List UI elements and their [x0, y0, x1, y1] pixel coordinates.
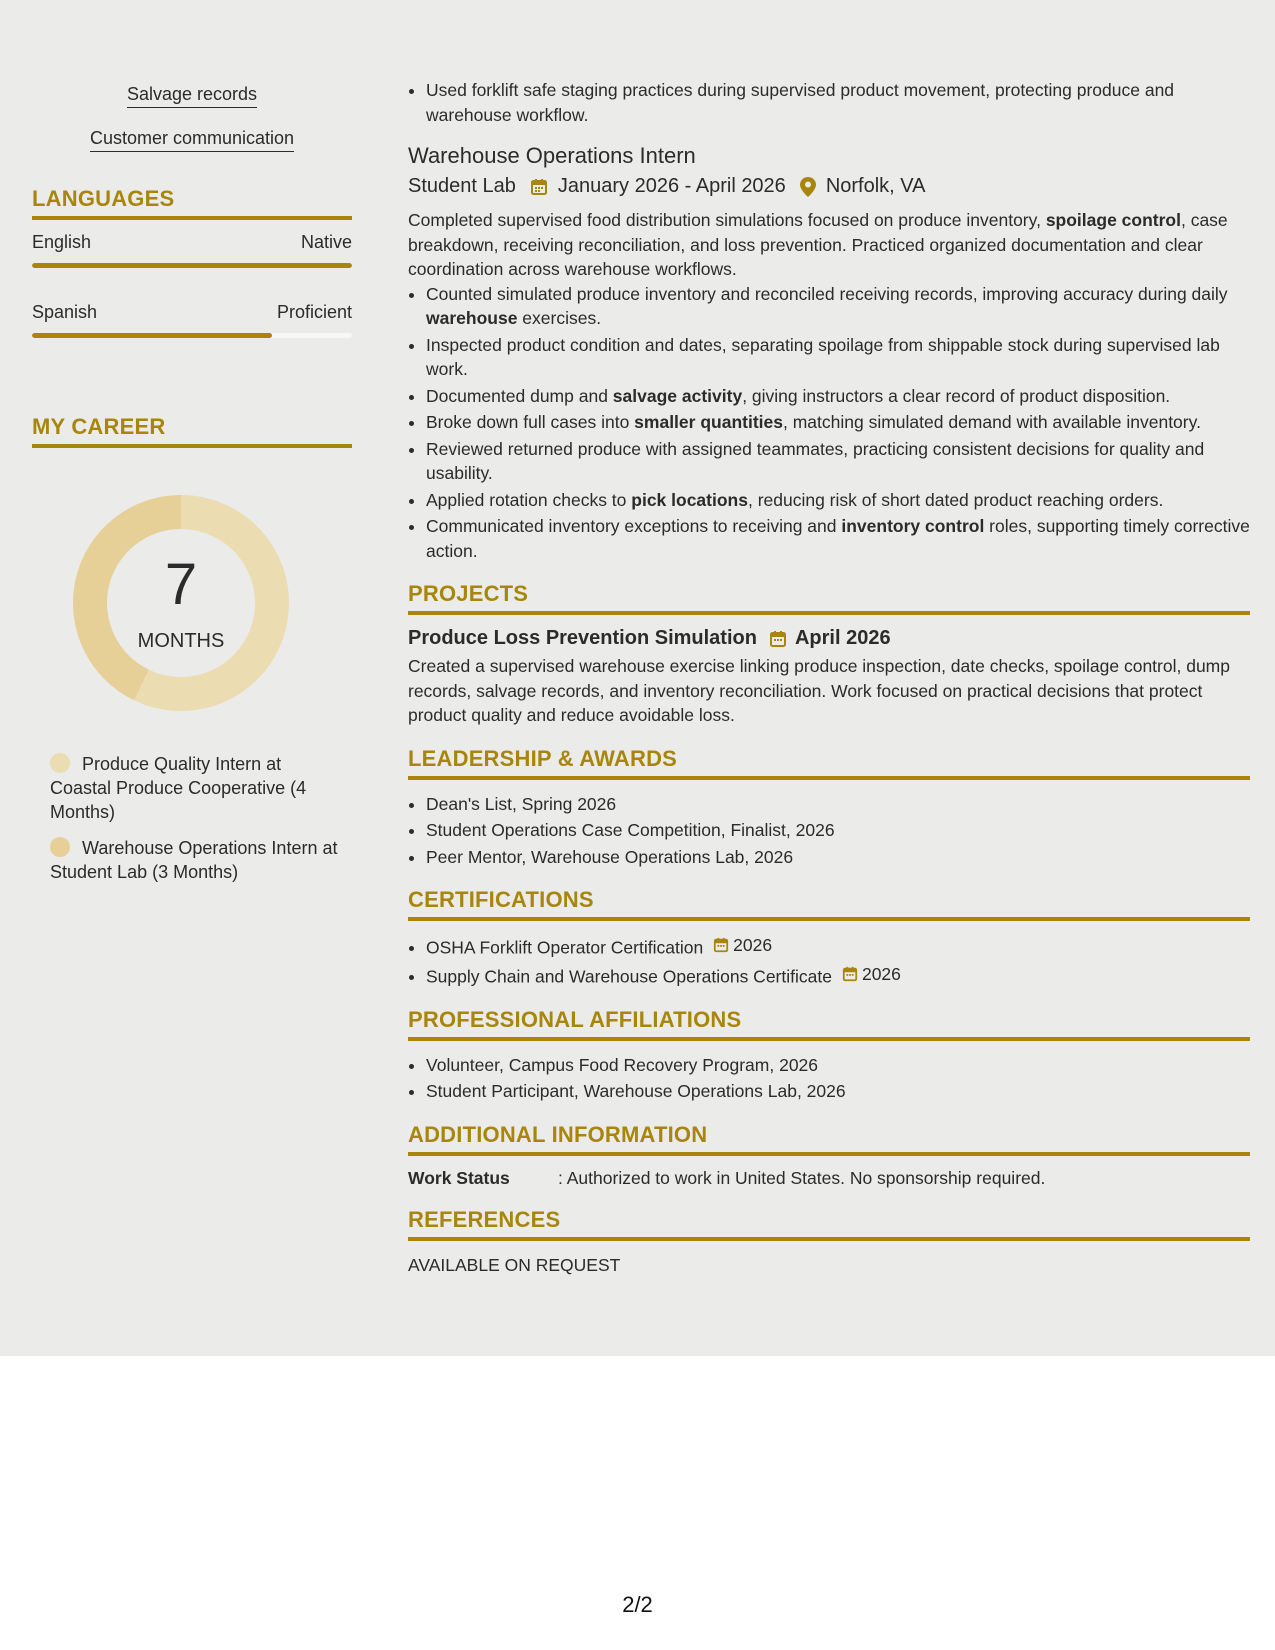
- career-legend: [32, 752, 340, 884]
- skill-label: Customer communication: [90, 128, 294, 152]
- language-row: [32, 232, 352, 253]
- language-row: [32, 302, 352, 323]
- legend-label: Warehouse Operations Intern at Student Lab (3 Months): [50, 838, 338, 882]
- legend-label: Produce Quality Intern at Coastal Produce Cooperative (4 Months): [50, 754, 307, 822]
- certifications-list: [408, 933, 1250, 989]
- legend-dot: [50, 837, 70, 857]
- job-meta: [408, 175, 1250, 198]
- language-level: Proficient: [276, 302, 352, 322]
- career-unit: MONTHS: [137, 630, 225, 652]
- list-item: • Volunteer, Campus Food Recovery Program, 2026: [426, 1053, 1250, 1078]
- language-bar: [32, 333, 352, 338]
- left-column: [32, 84, 352, 896]
- affiliations-section: [408, 1007, 1250, 1104]
- language-name: English: [32, 232, 92, 252]
- calendar-icon: [713, 937, 729, 953]
- bullet-item: • Applied rotation checks to pick locations, reducing risk of short dated product reaching orders.: [426, 488, 1250, 513]
- certification-item: [426, 962, 1250, 989]
- certification-name: Supply Chain and Warehouse Operations Certificate: [426, 966, 832, 986]
- leadership-section: [408, 746, 1250, 870]
- summary-bold: spoilage control: [1045, 210, 1181, 230]
- certifications-heading: CERTIFICATIONS: [408, 887, 1250, 921]
- language-bar: [32, 263, 352, 268]
- calendar-icon: [769, 627, 787, 650]
- references-text: AVAILABLE ON REQUEST: [408, 1254, 621, 1275]
- language-bar-fill: [32, 333, 272, 338]
- languages-heading: LANGUAGES: [32, 186, 352, 220]
- additional-heading: ADDITIONAL INFORMATION: [408, 1122, 1250, 1156]
- job-location: Norfolk, VA: [825, 175, 926, 197]
- affiliations-list: [408, 1053, 1250, 1104]
- list-item: • Student Participant, Warehouse Operations Lab, 2026: [426, 1079, 1250, 1104]
- work-status-row: [408, 1168, 1250, 1189]
- legend-item: [50, 836, 340, 884]
- job-summary: [408, 208, 1250, 282]
- prev-job-bullets: [408, 78, 1250, 127]
- references-heading: REFERENCES: [408, 1207, 1250, 1241]
- work-status-key: Work Status: [408, 1167, 510, 1188]
- bullet-item: • Used forklift safe staging practices during supervised product movement, protecting produce and warehouse workflow.: [426, 78, 1250, 127]
- job-title: Warehouse Operations Intern: [408, 143, 696, 168]
- calendar-icon: [842, 966, 858, 982]
- right-column: [408, 78, 1250, 1277]
- summary-text: , case breakdown, receiving reconciliation, and loss prevention. Practiced organized documentation and clear coordination across warehouse workflows.: [408, 210, 1228, 279]
- additional-section: [408, 1122, 1250, 1189]
- leadership-heading: LEADERSHIP & AWARDS: [408, 746, 1250, 780]
- page-number: 2/2: [622, 1592, 653, 1617]
- list-item: • Dean's List, Spring 2026: [426, 792, 1250, 817]
- bullet-item: • Documented dump and salvage activity, giving instructors a clear record of product disposition.: [426, 384, 1250, 409]
- job-bullets: [408, 282, 1250, 564]
- bullet-item: • Inspected product condition and dates, separating spoilage from shippable stock during supervised lab work.: [426, 333, 1250, 382]
- career-total-months: 7: [164, 552, 198, 617]
- bullet-item: • Counted simulated produce inventory and reconciled receiving records, improving accuracy during daily warehouse exercises.: [426, 282, 1250, 331]
- certification-date: 2026: [713, 933, 772, 958]
- certification-date: 2026: [842, 962, 901, 987]
- bullet-item: • Reviewed returned produce with assigned teammates, practicing consistent decisions for quality and usability.: [426, 437, 1250, 486]
- certification-item: [426, 933, 1250, 960]
- affiliations-heading: PROFESSIONAL AFFILIATIONS: [408, 1007, 1250, 1041]
- language-bar-fill: [32, 263, 352, 268]
- project-date: April 2026: [794, 627, 891, 649]
- language-level: Native: [300, 232, 352, 252]
- list-item: • Peer Mentor, Warehouse Operations Lab, 2026: [426, 845, 1250, 870]
- leadership-list: [408, 792, 1250, 870]
- job-dates: January 2026 - April 2026: [557, 175, 786, 197]
- projects-section: [408, 581, 1250, 728]
- bullet-item: • Broke down full cases into smaller quantities, matching simulated demand with available inventory.: [426, 410, 1250, 435]
- references-section: [408, 1207, 1250, 1278]
- project-header: [408, 627, 1250, 650]
- list-item: • Student Operations Case Competition, Finalist, 2026: [426, 818, 1250, 843]
- career-donut: [66, 488, 296, 718]
- career-heading: MY CAREER: [32, 414, 352, 448]
- summary-text: Completed supervised food distribution simulations focused on produce inventory,: [408, 210, 1046, 230]
- projects-heading: PROJECTS: [408, 581, 1250, 615]
- skill-tag: [32, 128, 352, 152]
- project-description: Created a supervised warehouse exercise linking produce inspection, date checks, spoilage control, dump records, salvage records, and inventory reconciliation. Work focused on practical decisions that protect product quality and reduce avoidable loss.: [408, 656, 1230, 725]
- language-name: Spanish: [32, 302, 98, 322]
- job-company: Student Lab: [408, 175, 516, 197]
- location-pin-icon: [800, 175, 816, 198]
- donut-center: [66, 488, 296, 718]
- work-status-value: : Authorized to work in United States. No sponsorship required.: [558, 1167, 1046, 1188]
- bullet-item: • Communicated inventory exceptions to receiving and inventory control roles, supporting timely corrective action.: [426, 514, 1250, 563]
- skill-tag: [32, 84, 352, 108]
- skill-label: Salvage records: [127, 84, 257, 108]
- legend-dot: [50, 753, 70, 773]
- calendar-icon: [530, 175, 548, 198]
- legend-item: [50, 752, 340, 824]
- certification-name: OSHA Forklift Operator Certification: [426, 937, 704, 958]
- project-name: Produce Loss Prevention Simulation: [408, 627, 757, 649]
- certifications-section: [408, 887, 1250, 989]
